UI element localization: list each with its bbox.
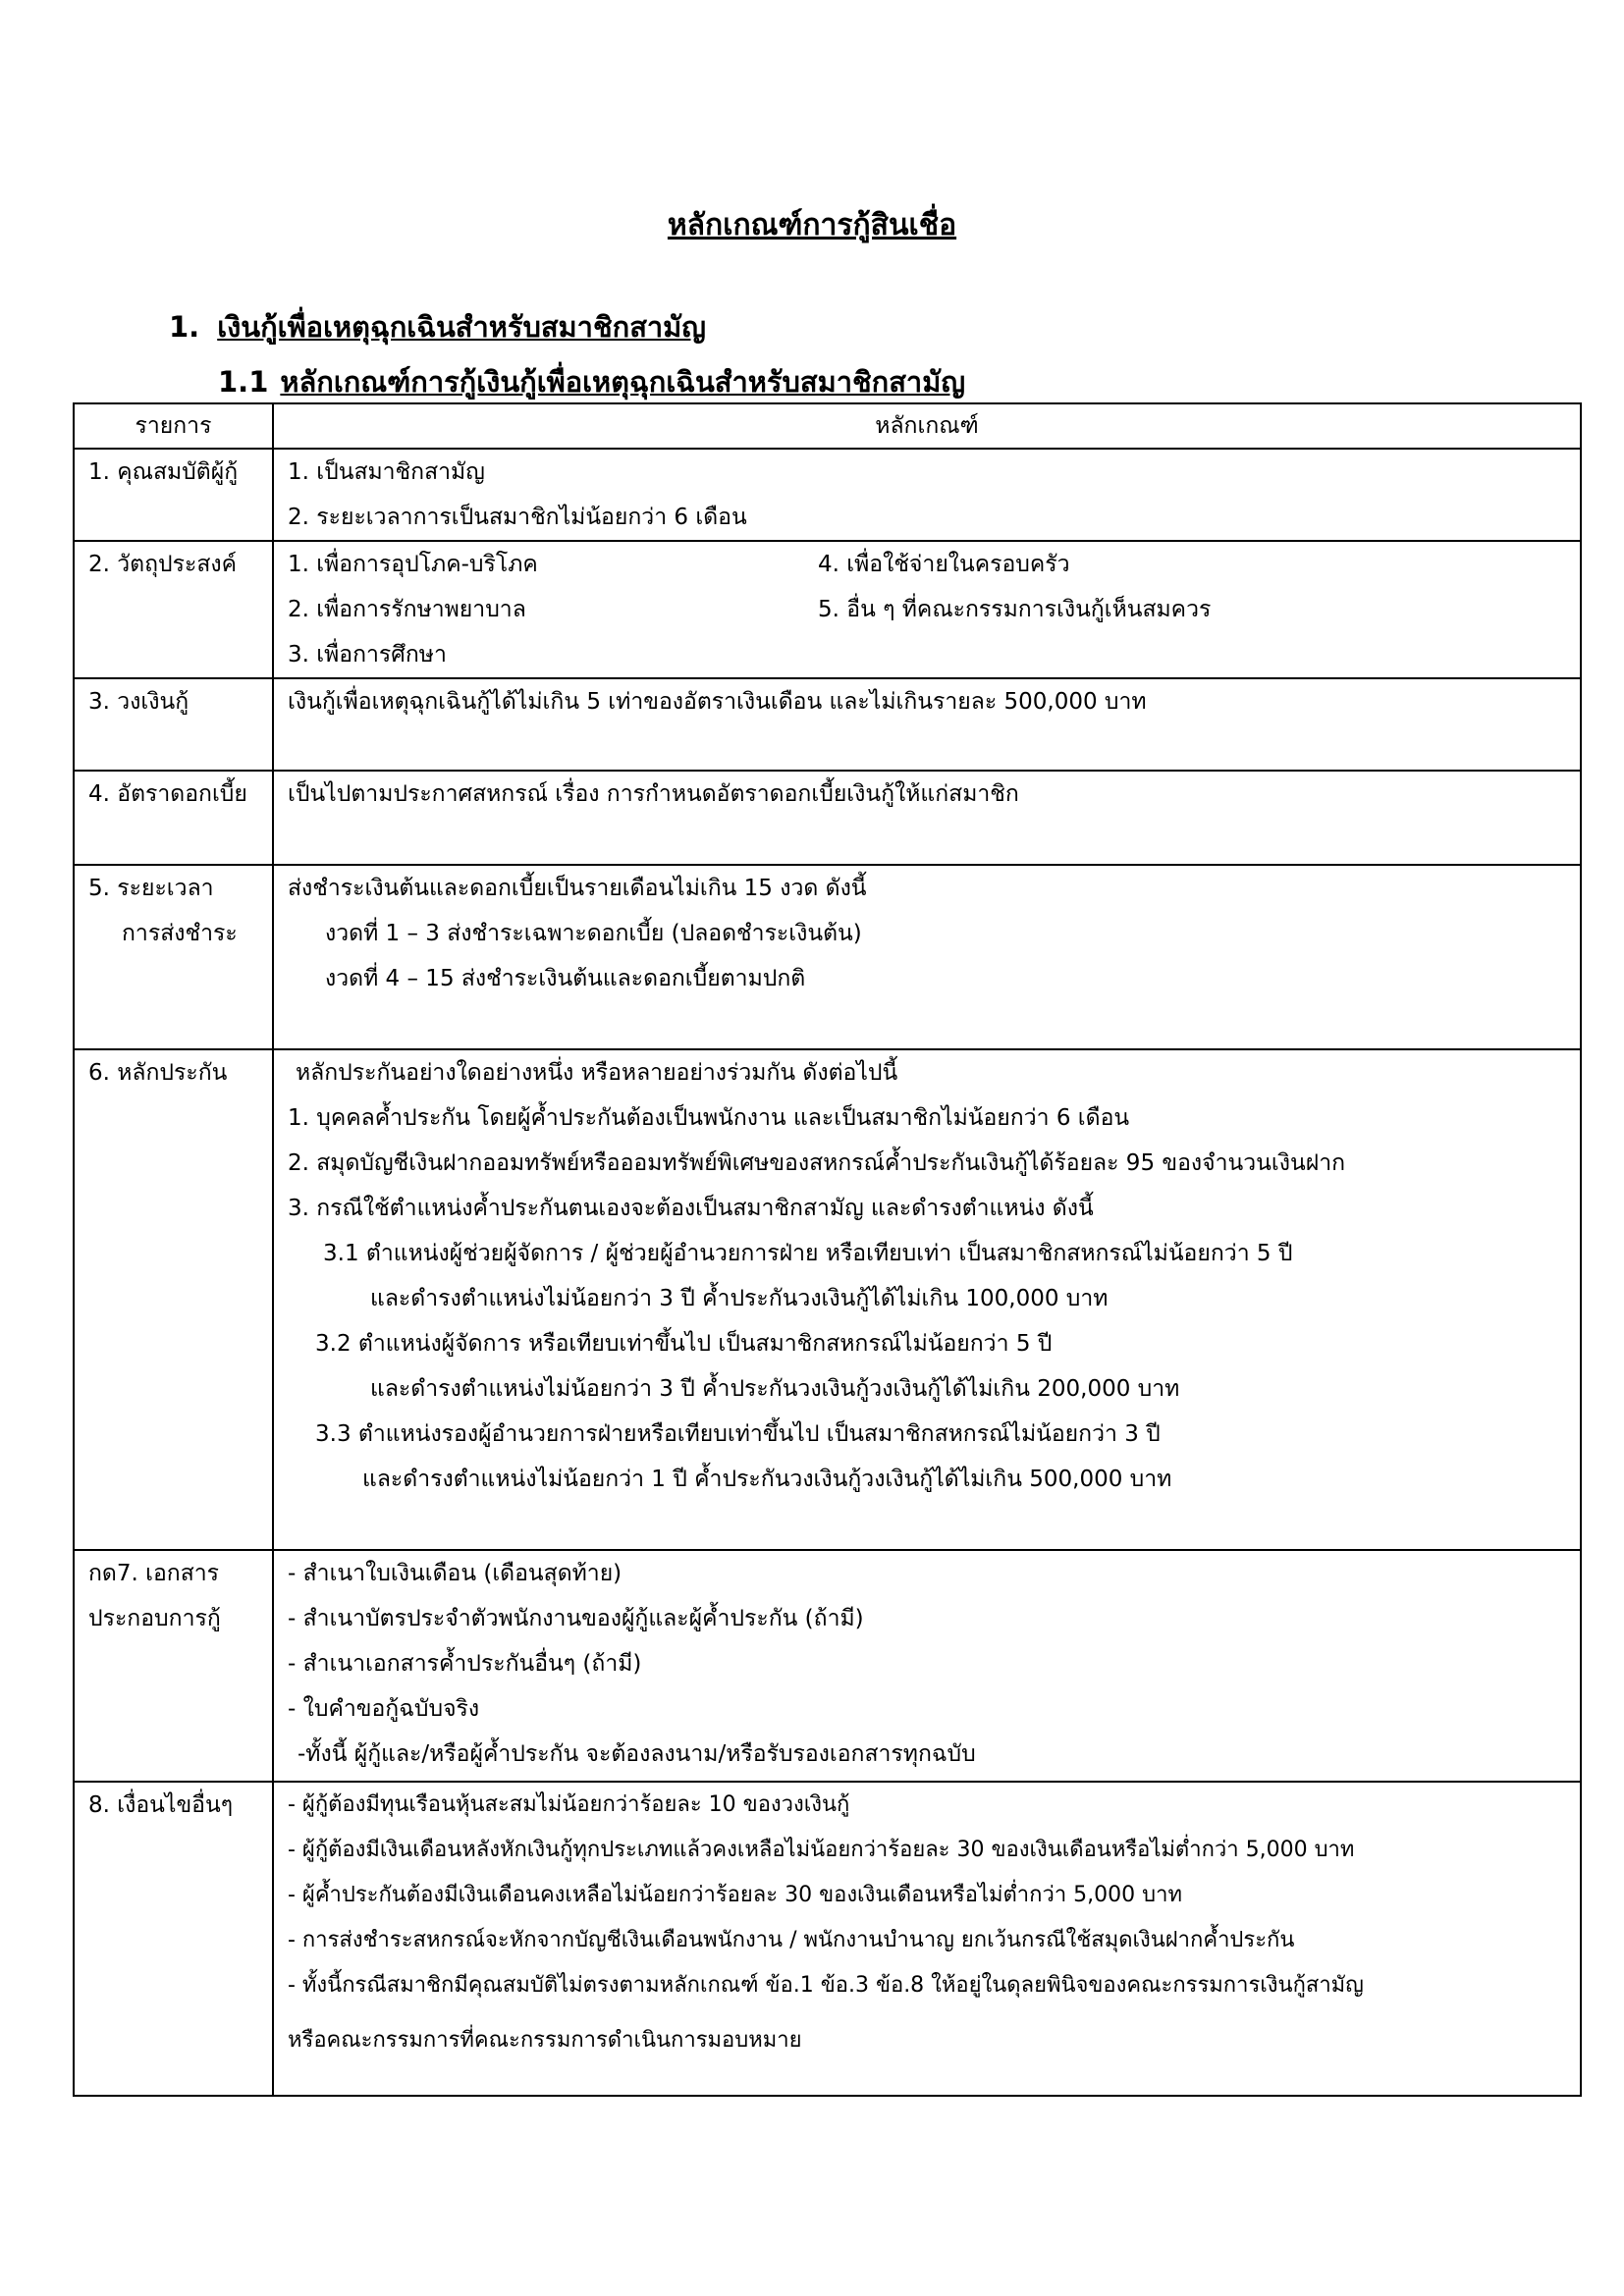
table-row	[74, 865, 1581, 1049]
row-label-text: 2. วัตถุประสงค์	[88, 552, 237, 577]
criteria-line: - ใบคำขอกู้ฉบับจริง	[288, 1696, 480, 1722]
criteria-line: 3. เพื่อการศึกษา	[288, 642, 447, 667]
row-label-text: 5. ระยะเวลา	[88, 876, 214, 901]
section-number: 1.	[169, 310, 200, 344]
row-label-text: 8. เงื่อนไขอื่นๆ	[88, 1792, 234, 1818]
criteria-line: 5. อื่น ๆ ที่คณะกรรมการเงินกู้เห็นสมควร	[818, 597, 1212, 622]
table-row	[74, 1782, 1581, 2096]
criteria-line: - ผู้ค้ำประกันต้องมีเงินเดือนคงเหลือไม่น้อยกว่าร้อยละ 30 ของเงินเดือนหรือไม่ต่ำกว่า 5,000 บาท	[288, 1883, 1182, 1907]
criteria-line: และดำรงตำแหน่งไม่น้อยกว่า 3 ปี ค้ำประกันวงเงินกู้ได้ไม่เกิน 100,000 บาท	[370, 1286, 1109, 1311]
criteria-line: - ทั้งนี้กรณีสมาชิกมีคุณสมบัติไม่ตรงตามหลักเกณฑ์ ข้อ.1 ข้อ.3 ข้อ.8 ให้อยู่ในดุลยพินิจของคณะกรรมการเงินกู้สามัญ	[288, 1973, 1364, 1998]
document-title: หลักเกณฑ์การกู้สินเชื่อ	[667, 208, 957, 242]
row-label-text: 4. อัตราดอกเบี้ย	[88, 781, 247, 807]
row-label-text: 3. วงเงินกู้	[88, 689, 189, 715]
row-criteria	[273, 865, 1581, 1049]
row-label-text: 1. คุณสมบัติผู้กู้	[88, 459, 239, 485]
criteria-line: - สำเนาเอกสารค้ำประกันอื่นๆ (ถ้ามี)	[288, 1651, 642, 1677]
criteria-line: - การส่งชำระสหกรณ์จะหักจากบัญชีเงินเดือนพนักงาน / พนักงานบำนาญ ยกเว้นกรณีใช้สมุดเงินฝากค้ำประกัน	[288, 1928, 1295, 1952]
subsection-heading	[218, 359, 965, 404]
row-label	[74, 865, 273, 1049]
criteria-table	[73, 402, 1582, 2097]
row-label-text: ประกอบการกู้	[88, 1606, 221, 1631]
row-label-text: 6. หลักประกัน	[88, 1060, 228, 1086]
criteria-line: และดำรงตำแหน่งไม่น้อยกว่า 1 ปี ค้ำประกันวงเงินกู้วงเงินกู้ได้ไม่เกิน 500,000 บาท	[362, 1467, 1172, 1492]
criteria-line: - ผู้กู้ต้องมีเงินเดือนหลังหักเงินกู้ทุกประเภทแล้วคงเหลือไม่น้อยกว่าร้อยละ 30 ของเงินเดือนหรือไม่ต่ำกว่า 5,000 บาท	[288, 1838, 1355, 1862]
header-criteria: หลักเกณฑ์	[273, 403, 1581, 449]
row-criteria	[273, 541, 1581, 678]
criteria-line: 1. เพื่อการอุปโภค-บริโภค	[288, 552, 538, 577]
criteria-line: 4. เพื่อใช้จ่ายในครอบครัว	[818, 552, 1070, 577]
table-row	[74, 1550, 1581, 1782]
criteria-line: - สำเนาใบเงินเดือน (เดือนสุดท้าย)	[288, 1561, 623, 1586]
criteria-line: 1. เป็นสมาชิกสามัญ	[288, 459, 485, 485]
criteria-line: เงินกู้เพื่อเหตุฉุกเฉินกู้ได้ไม่เกิน 5 เท่าของอัตราเงินเดือน และไม่เกินรายละ 500,000 บาท	[288, 689, 1147, 715]
row-criteria	[273, 1550, 1581, 1782]
row-criteria	[273, 1049, 1581, 1550]
row-label	[74, 449, 273, 541]
table-row	[74, 541, 1581, 678]
row-label	[74, 541, 273, 678]
header-item: รายการ	[74, 403, 273, 449]
row-label	[74, 771, 273, 865]
criteria-line: งวดที่ 4 – 15 ส่งชำระเงินต้นและดอกเบี้ยตามปกติ	[325, 966, 806, 991]
criteria-line: ส่งชำระเงินต้นและดอกเบี้ยเป็นรายเดือนไม่เกิน 15 งวด ดังนี้	[288, 876, 867, 901]
row-criteria	[273, 771, 1581, 865]
criteria-line: 1. บุคคลค้ำประกัน โดยผู้ค้ำประกันต้องเป็นพนักงาน และเป็นสมาชิกไม่น้อยกว่า 6 เดือน	[288, 1105, 1130, 1131]
table-header-row	[74, 403, 1581, 449]
section-heading	[169, 304, 706, 349]
subsection-number: 1.1	[218, 365, 269, 399]
criteria-line: เป็นไปตามประกาศสหกรณ์ เรื่อง การกำหนดอัตราดอกเบี้ยเงินกู้ให้แก่สมาชิก	[288, 781, 1019, 807]
criteria-line: 3. กรณีใช้ตำแหน่งค้ำประกันตนเองจะต้องเป็นสมาชิกสามัญ และดำรงตำแหน่ง ดังนี้	[288, 1196, 1094, 1221]
criteria-line: - สำเนาบัตรประจำตัวพนักงานของผู้กู้และผู้ค้ำประกัน (ถ้ามี)	[288, 1606, 864, 1631]
row-criteria	[273, 449, 1581, 541]
row-label	[74, 1550, 273, 1782]
row-criteria	[273, 678, 1581, 771]
criteria-line: - ผู้กู้ต้องมีทุนเรือนหุ้นสะสมไม่น้อยกว่าร้อยละ 10 ของวงเงินกู้	[288, 1792, 850, 1817]
row-criteria	[273, 1782, 1581, 2096]
criteria-line: 3.2 ตำแหน่งผู้จัดการ หรือเทียบเท่าขึ้นไป เป็นสมาชิกสหกรณ์ไม่น้อยกว่า 5 ปี	[315, 1331, 1053, 1357]
row-label	[74, 1782, 273, 2096]
row-label-text: การส่งชำระ	[122, 921, 238, 946]
table-row	[74, 678, 1581, 771]
table-row	[74, 449, 1581, 541]
criteria-line: 2. เพื่อการรักษาพยาบาล	[288, 597, 526, 622]
row-label	[74, 1049, 273, 1550]
criteria-line: -ทั้งนี้ ผู้กู้และ/หรือผู้ค้ำประกัน จะต้องลงนาม/หรือรับรองเอกสารทุกฉบับ	[298, 1741, 976, 1767]
row-label-text: กด7. เอกสาร	[88, 1561, 220, 1586]
table-row	[74, 771, 1581, 865]
section-label: เงินกู้เพื่อเหตุฉุกเฉินสำหรับสมาชิกสามัญ	[217, 310, 707, 344]
criteria-line: งวดที่ 1 – 3 ส่งชำระเฉพาะดอกเบี้ย (ปลอดชำระเงินต้น)	[325, 921, 862, 946]
criteria-line: และดำรงตำแหน่งไม่น้อยกว่า 3 ปี ค้ำประกันวงเงินกู้วงเงินกู้ได้ไม่เกิน 200,000 บาท	[370, 1376, 1180, 1402]
criteria-line: หรือคณะกรรมการที่คณะกรรมการดำเนินการมอบหมาย	[288, 2028, 802, 2053]
criteria-line: 2. สมุดบัญชีเงินฝากออมทรัพย์หรือออมทรัพย์พิเศษของสหกรณ์ค้ำประกันเงินกู้ได้ร้อยละ 95 ของจำนวนเงินฝาก	[288, 1150, 1346, 1176]
table-row	[74, 1049, 1581, 1550]
criteria-line: หลักประกันอย่างใดอย่างหนึ่ง หรือหลายอย่างร่วมกัน ดังต่อไปนี้	[296, 1060, 898, 1086]
criteria-line: 2. ระยะเวลาการเป็นสมาชิกไม่น้อยกว่า 6 เดือน	[288, 505, 747, 530]
criteria-line: 3.1 ตำแหน่งผู้ช่วยผู้จัดการ / ผู้ช่วยผู้อำนวยการฝ่าย หรือเทียบเท่า เป็นสมาชิกสหกรณ์ไม่น้อยกว่า 5 ปี	[323, 1241, 1293, 1266]
subsection-label: หลักเกณฑ์การกู้เงินกู้เพื่อเหตุฉุกเฉินสำหรับสมาชิกสามัญ	[280, 365, 966, 399]
criteria-line: 3.3 ตำแหน่งรองผู้อำนวยการฝ่ายหรือเทียบเท่าขึ้นไป เป็นสมาชิกสหกรณ์ไม่น้อยกว่า 3 ปี	[315, 1421, 1161, 1447]
row-label	[74, 678, 273, 771]
